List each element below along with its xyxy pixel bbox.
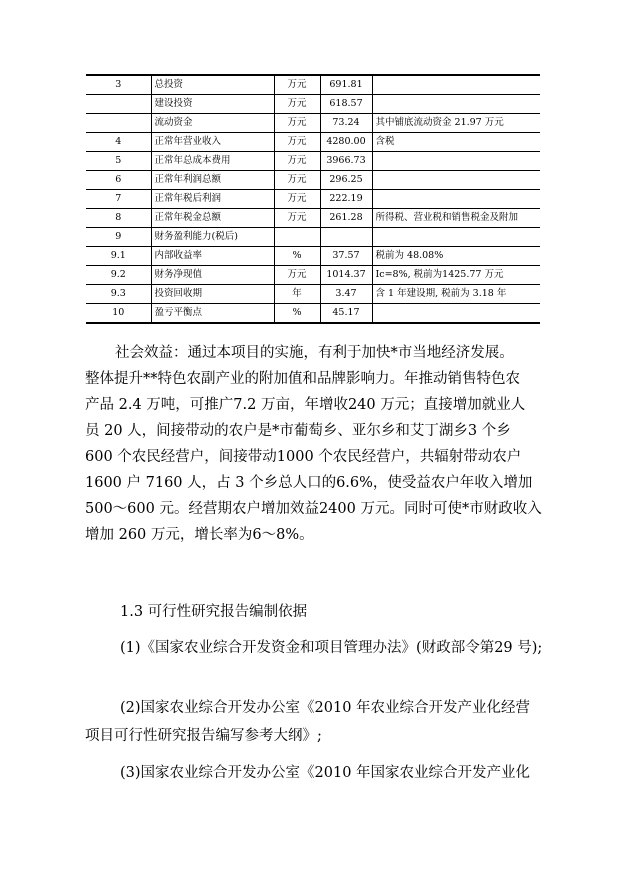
row-unit: 万元 xyxy=(274,114,320,133)
row-unit: 万元 xyxy=(274,75,320,95)
row-value: 3966.73 xyxy=(320,152,372,171)
row-item: 总投资 xyxy=(151,75,274,95)
row-item: 财务盈利能力(税后) xyxy=(151,228,274,247)
row-value: 296.25 xyxy=(320,171,372,190)
row-note xyxy=(372,304,540,324)
row-note: 税前为 48.08% xyxy=(372,247,540,266)
reference-item-1: (1)《国家农业综合开发资金和项目管理办法》(财政部令第29 号); xyxy=(120,640,543,656)
row-unit: 万元 xyxy=(274,209,320,228)
row-value: 618.57 xyxy=(320,95,372,114)
row-note xyxy=(372,95,540,114)
row-number: 10 xyxy=(86,304,151,324)
table-row xyxy=(86,95,540,114)
row-unit: 万元 xyxy=(274,266,320,285)
row-value: 4280.00 xyxy=(320,133,372,152)
row-number: 3 xyxy=(86,75,151,95)
row-number: 9.2 xyxy=(86,266,151,285)
section-heading: 1.3 可行性研究报告编制依据 xyxy=(120,604,308,620)
reference-item-3-line-1: (3)国家农业综合开发办公室《2010 年国家农业综合开发产业化 xyxy=(120,765,531,781)
paragraph-line: 600 个农民经营户，间接带动1000 个农民经营户，共辐射带动农户 xyxy=(85,449,522,465)
row-item: 正常年总成本费用 xyxy=(151,152,274,171)
paragraph-line: 1600 户 7160 人，占 3 个乡总人口的6.6%，使受益农户年收入增加 xyxy=(85,475,533,491)
row-unit: 万元 xyxy=(274,95,320,114)
row-unit: % xyxy=(274,304,320,324)
row-number: 5 xyxy=(86,152,151,171)
row-number: 6 xyxy=(86,171,151,190)
row-item: 内部收益率 xyxy=(151,247,274,266)
row-number: 9.3 xyxy=(86,285,151,304)
row-value: 691.81 xyxy=(320,75,372,95)
row-note: 含 1 年建设期, 税前为 3.18 年 xyxy=(372,285,540,304)
row-note: 所得税、营业税和销售税金及附加 xyxy=(372,209,540,228)
row-unit: 万元 xyxy=(274,152,320,171)
row-number: 4 xyxy=(86,133,151,152)
row-item: 正常年利润总额 xyxy=(151,171,274,190)
table-row xyxy=(86,75,540,95)
row-item: 正常年税金总额 xyxy=(151,209,274,228)
reference-item-2-line-2: 项目可行性研究报告编写参考大纲》; xyxy=(85,728,322,744)
row-number: 9 xyxy=(86,228,151,247)
row-note: 其中铺底流动资金 21.97 万元 xyxy=(372,114,540,133)
row-note xyxy=(372,228,540,247)
table-row xyxy=(86,228,540,247)
row-unit xyxy=(274,228,320,247)
row-value xyxy=(320,228,372,247)
financial-indicators-table xyxy=(86,74,540,324)
reference-item-2-line-1: (2)国家农业综合开发办公室《2010 年农业综合开发产业化经营 xyxy=(120,700,531,716)
row-item: 建设投资 xyxy=(151,95,274,114)
paragraph-line: 员 20 人，间接带动的农户是*市葡萄乡、亚尔乡和艾丁湖乡3 个乡 xyxy=(85,423,511,439)
row-note xyxy=(372,75,540,95)
row-number: 7 xyxy=(86,190,151,209)
table-row xyxy=(86,133,540,152)
row-value: 37.57 xyxy=(320,247,372,266)
row-unit: 万元 xyxy=(274,171,320,190)
row-note: Ic=8%, 税前为1425.77 万元 xyxy=(372,266,540,285)
table-row xyxy=(86,247,540,266)
table-row xyxy=(86,209,540,228)
paragraph-line: 增加 260 万元，增长率为6～8%。 xyxy=(85,527,314,543)
row-number xyxy=(86,114,151,133)
row-value: 1014.37 xyxy=(320,266,372,285)
paragraph-line: 整体提升**特色农副产业的附加值和品牌影响力。年推动销售特色农 xyxy=(85,371,520,387)
social-benefit-paragraph xyxy=(85,340,545,548)
row-value: 3.47 xyxy=(320,285,372,304)
row-number xyxy=(86,95,151,114)
row-unit: 万元 xyxy=(274,190,320,209)
row-unit: 年 xyxy=(274,285,320,304)
table-row xyxy=(86,266,540,285)
row-value: 45.17 xyxy=(320,304,372,324)
row-note: 含税 xyxy=(372,133,540,152)
table-row xyxy=(86,114,540,133)
table-row xyxy=(86,171,540,190)
paragraph-line: 500～600 元。经营期农户增加效益2400 万元。同时可使*市财政收入 xyxy=(85,501,542,517)
row-item: 流动资金 xyxy=(151,114,274,133)
row-note xyxy=(372,171,540,190)
paragraph-line: 产品 2.4 万吨，可推广7.2 万亩，年增收240 万元；直接增加就业人 xyxy=(85,397,526,413)
table-row xyxy=(86,285,540,304)
row-item: 盈亏平衡点 xyxy=(151,304,274,324)
row-item: 财务净现值 xyxy=(151,266,274,285)
row-value: 222.19 xyxy=(320,190,372,209)
row-note xyxy=(372,152,540,171)
row-unit: 万元 xyxy=(274,133,320,152)
table-row xyxy=(86,190,540,209)
row-item: 正常年税后利润 xyxy=(151,190,274,209)
row-value: 261.28 xyxy=(320,209,372,228)
row-number: 9.1 xyxy=(86,247,151,266)
row-value: 73.24 xyxy=(320,114,372,133)
row-note xyxy=(372,190,540,209)
row-number: 8 xyxy=(86,209,151,228)
table-row xyxy=(86,152,540,171)
paragraph-line: 社会效益：通过本项目的实施，有利于加快*市当地经济发展。 xyxy=(115,345,514,361)
row-unit: % xyxy=(274,247,320,266)
row-item: 正常年营业收入 xyxy=(151,133,274,152)
row-item: 投资回收期 xyxy=(151,285,274,304)
table-row xyxy=(86,304,540,324)
